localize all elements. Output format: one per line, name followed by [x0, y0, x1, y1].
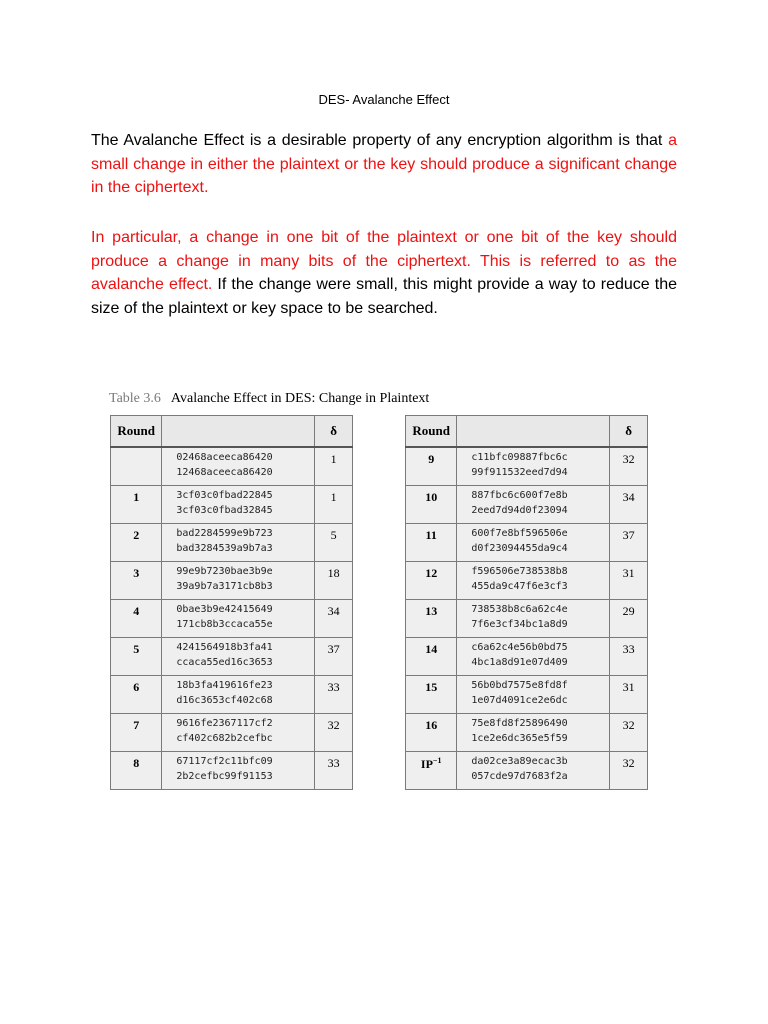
intro-text-plain: The Avalanche Effect is a desirable property of any encryption algorithm is that: [91, 132, 669, 149]
round-value: 16: [425, 718, 438, 732]
hex-cell: [162, 486, 315, 524]
hex-cell: [457, 562, 610, 600]
intro-paragraph: [91, 129, 677, 200]
hex-value: ccaca55ed16c3653: [176, 657, 273, 668]
round-value: 7: [133, 718, 140, 732]
table-row: [111, 638, 353, 676]
round-value: 14: [425, 642, 438, 656]
hex-cell: [457, 600, 610, 638]
delta-cell: 32: [610, 752, 648, 790]
hex-cell: [162, 714, 315, 752]
round-value: 15: [425, 680, 438, 694]
detail-text-plain: If the change were small, this might provide a way to reduce the size of the plaintext or key space to be searched.: [91, 276, 677, 317]
delta-cell: 33: [610, 638, 648, 676]
hex-cell: [162, 638, 315, 676]
round-cell: [406, 486, 457, 524]
table-row: [406, 752, 648, 790]
hex-value: 3cf03c0fbad32845: [176, 505, 273, 516]
round-value: 1: [133, 490, 140, 504]
round-cell: [111, 562, 162, 600]
round-header: Round: [111, 416, 162, 448]
hex-value: 02468aceeca86420: [176, 452, 273, 463]
table-row: [111, 562, 353, 600]
table-row: [111, 524, 353, 562]
round-value: 5: [133, 642, 140, 656]
table-header-row: [111, 416, 353, 448]
delta-cell: 31: [610, 676, 648, 714]
hex-value: 057cde97d7683f2a: [471, 771, 568, 782]
right-table-body: [406, 447, 648, 790]
hex-value: f596506e738538b8: [471, 566, 568, 577]
avalanche-table-left: [110, 415, 353, 790]
hex-value: bad2284599e9b723: [176, 528, 273, 539]
avalanche-table-right: [405, 415, 648, 790]
delta-cell: 34: [315, 600, 353, 638]
round-value: 4: [133, 604, 140, 618]
delta-cell: 32: [610, 447, 648, 486]
table-header-row: [406, 416, 648, 448]
table-caption: [109, 391, 429, 407]
hex-value: 75e8fd8f25896490: [471, 718, 568, 729]
hex-cell: [457, 752, 610, 790]
round-value: IP: [420, 757, 433, 771]
intro-text-highlight: a small change in either the plaintext or the key should produce a significant change in the ciphertext.: [91, 132, 677, 196]
hex-cell: [457, 714, 610, 752]
delta-cell: 32: [315, 714, 353, 752]
delta-cell: 34: [610, 486, 648, 524]
hex-value: 887fbc6c600f7e8b: [471, 490, 568, 501]
round-cell: [111, 600, 162, 638]
round-value: 11: [425, 528, 437, 542]
hex-value: c6a62c4e56b0bd75: [471, 642, 568, 653]
hex-value: 600f7e8bf596506e: [471, 528, 568, 539]
hex-value: 1ce2e6dc365e5f59: [471, 733, 568, 744]
delta-cell: 37: [610, 524, 648, 562]
round-value: 2: [133, 528, 140, 542]
round-value: 3: [133, 566, 140, 580]
page-title: DES- Avalanche Effect: [318, 92, 450, 107]
delta-cell: 37: [315, 638, 353, 676]
table-row: [111, 676, 353, 714]
table-row: [406, 676, 648, 714]
table-title: Avalanche Effect in DES: Change in Plaintext: [170, 391, 430, 406]
hex-value: 99e9b7230bae3b9e: [176, 566, 273, 577]
hex-cell: [162, 752, 315, 790]
round-cell: [406, 447, 457, 486]
hex-value: 4241564918b3fa41: [176, 642, 273, 653]
delta-cell: 33: [315, 752, 353, 790]
hex-value: bad3284539a9b7a3: [176, 543, 273, 554]
left-table-body: [111, 447, 353, 790]
hex-value: 67117cf2c11bfc09: [176, 756, 273, 767]
round-cell: [406, 562, 457, 600]
hex-value: 0bae3b9e42415649: [176, 604, 273, 615]
delta-cell: 32: [610, 714, 648, 752]
table-row: [111, 447, 353, 486]
hex-cell: [457, 486, 610, 524]
delta-cell: 18: [315, 562, 353, 600]
hex-value: 2eed7d94d0f23094: [471, 505, 568, 516]
hex-value: 56b0bd7575e8fd8f: [471, 680, 568, 691]
hex-value: cf402c682b2cefbc: [176, 733, 273, 744]
round-cell: [406, 524, 457, 562]
delta-cell: 5: [315, 524, 353, 562]
round-cell: [406, 714, 457, 752]
round-cell: [406, 676, 457, 714]
round-value: 13: [425, 604, 438, 618]
round-cell: [111, 714, 162, 752]
hex-value: d16c3653cf402c68: [176, 695, 273, 706]
table-row: [111, 752, 353, 790]
hex-value: 18b3fa419616fe23: [176, 680, 273, 691]
round-header: Round: [406, 416, 457, 448]
table-row: [406, 486, 648, 524]
hex-value: d0f23094455da9c4: [471, 543, 568, 554]
hex-cell: [162, 524, 315, 562]
hex-value: 39a9b7a3171cb8b3: [176, 581, 273, 592]
hex-value: 1e07d4091ce2e6dc: [471, 695, 568, 706]
table-row: [406, 600, 648, 638]
round-cell: [406, 600, 457, 638]
table-row: [111, 486, 353, 524]
hex-value: 7f6e3cf34bc1a8d9: [471, 619, 568, 630]
delta-cell: 33: [315, 676, 353, 714]
round-value: 8: [133, 756, 140, 770]
table-row: [406, 447, 648, 486]
delta-cell: 29: [610, 600, 648, 638]
hex-cell: [162, 562, 315, 600]
hex-cell: [457, 524, 610, 562]
delta-cell: 31: [610, 562, 648, 600]
round-cell: [111, 524, 162, 562]
delta-header: δ: [610, 416, 648, 448]
hex-value: 9616fe2367117cf2: [176, 718, 273, 729]
hex-value: 455da9c47f6e3cf3: [471, 581, 568, 592]
hex-value: 3cf03c0fbad22845: [176, 490, 273, 501]
round-cell: [406, 752, 457, 790]
table-label: Table 3.6: [109, 391, 161, 406]
table-row: [406, 524, 648, 562]
round-value: 9: [428, 452, 435, 466]
round-value: 6: [133, 680, 140, 694]
round-superscript: −1: [432, 756, 442, 765]
round-cell: [111, 486, 162, 524]
round-cell: [111, 638, 162, 676]
delta-cell: 1: [315, 486, 353, 524]
table-row: [406, 638, 648, 676]
detail-text-highlight: In particular, a change in one bit of the plaintext or one bit of the key should produce a change in many bits of the ciphertext. This is referred to as the avalanche effect.: [91, 229, 677, 293]
hex-value: 12468aceeca86420: [176, 467, 273, 478]
hex-value: da02ce3a89ecac3b: [471, 756, 568, 767]
hex-cell: [162, 447, 315, 486]
hex-cell: [457, 676, 610, 714]
hex-cell: [162, 600, 315, 638]
hex-value: 738538b8c6a62c4e: [471, 604, 568, 615]
hex-value: 171cb8b3ccaca55e: [176, 619, 273, 630]
round-cell: [406, 638, 457, 676]
hex-cell: [457, 638, 610, 676]
table-row: [406, 562, 648, 600]
hex-value: c11bfc09887fbc6c: [471, 452, 568, 463]
hex-header: [162, 416, 315, 448]
hex-value: 2b2cefbc99f91153: [176, 771, 273, 782]
table-row: [111, 600, 353, 638]
table-row: [406, 714, 648, 752]
hex-value: 4bc1a8d91e07d409: [471, 657, 568, 668]
hex-header: [457, 416, 610, 448]
round-cell: [111, 676, 162, 714]
hex-cell: [457, 447, 610, 486]
detail-paragraph: [91, 226, 677, 320]
delta-cell: 1: [315, 447, 353, 486]
round-cell: [111, 447, 162, 486]
round-value: 12: [425, 566, 438, 580]
delta-header: δ: [315, 416, 353, 448]
table-row: [111, 714, 353, 752]
round-value: 10: [425, 490, 438, 504]
round-cell: [111, 752, 162, 790]
hex-cell: [162, 676, 315, 714]
hex-value: 99f911532eed7d94: [471, 467, 568, 478]
